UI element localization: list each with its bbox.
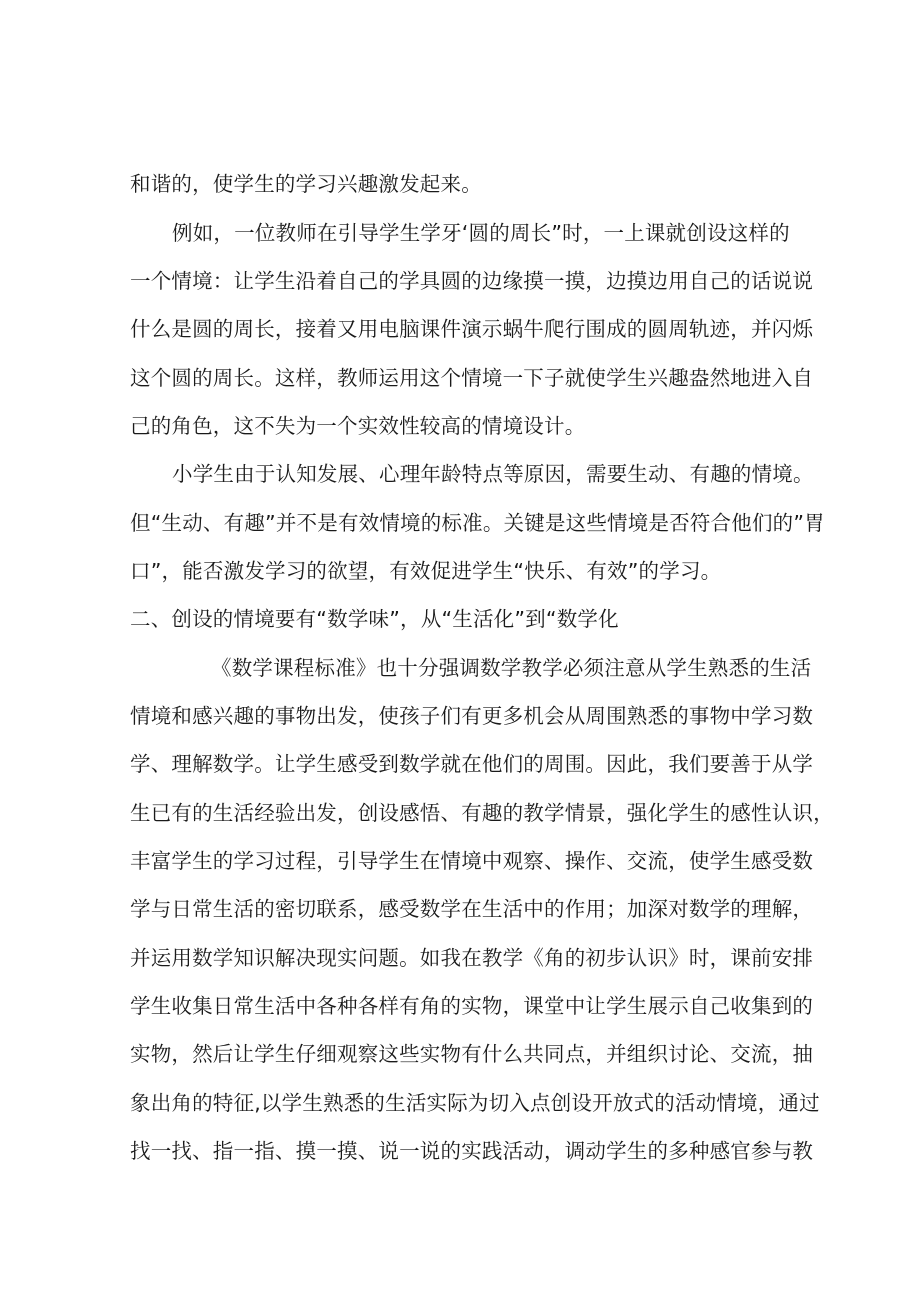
paragraph-line: 和谐的，使学生的学习兴趣激发起来。: [130, 172, 482, 196]
paragraph-line: 一个情境：让学生沿着自己的学具圆的边缘摸一摸，边摸边用自己的话说说: [130, 269, 814, 293]
section-heading: 二、创设的情境要有“数学味”，从“生活化”到“数学化: [130, 607, 619, 631]
paragraph-line: 例如，一位教师在引导学生学牙‘圆的周长”时，一上课就创设这样的: [172, 221, 790, 245]
paragraph-line: 丰富学生的学习过程，引导学生在情境中观察、操作、交流，使学生感受数: [130, 849, 814, 873]
paragraph-line: 实物，然后让学生仔细观察这些实物有什么共同点，并组织讨论、交流，抽: [130, 1042, 814, 1066]
paragraph-line: 什么是圆的周长，接着又用电脑课件演示蜗牛爬行围成的圆周轨迹，并闪烁: [130, 317, 814, 341]
paragraph-line: 情境和感兴趣的事物出发，使孩子们有更多机会从周围熟悉的事物中学习数: [130, 704, 814, 728]
paragraph-line: 但“生动、有趣”并不是有效情境的标准。关键是这些情境是否符合他们的”胃: [130, 511, 825, 535]
paragraph-line: 生已有的生活经验出发，创设感悟、有趣的教学情景，强化学生的感性认识，: [130, 801, 834, 825]
paragraph-line: 找一找、指一指、摸一摸、说一说的实践活动，调动学生的多种感官参与教: [130, 1139, 814, 1163]
paragraph-line: 学生收集日常生活中各种各样有角的实物，课堂中让学生展示自己收集到的: [130, 994, 814, 1018]
paragraph-line: 并运用数学知识解决现实问题。如我在教学《角的初步认识》时，课前安排: [130, 946, 814, 970]
paragraph-line: 学、理解数学。让学生感受到数学就在他们的周围。因此，我们要善于从学: [130, 752, 814, 776]
paragraph-line: 象出角的特征,以学生熟悉的生活实际为切入点创设开放式的活动情境，通过: [130, 1091, 820, 1115]
paragraph-line: 《数学课程标准》也十分强调数学教学必须注意从学生熟悉的生活: [211, 656, 812, 680]
paragraph-line: 己的角色，这不失为一个实效性较高的情境设计。: [130, 414, 586, 438]
paragraph-line: 这个圆的周长。这样，教师运用这个情境一下子就使学生兴趣盎然地进入自: [130, 366, 814, 390]
paragraph-line: 学与日常生活的密切联系，感受数学在生活中的作用；加深对数学的理解，: [130, 897, 814, 921]
paragraph-line: 小学生由于认知发展、心理年龄特点等原因，需要生动、有趣的情境。: [172, 462, 814, 486]
paragraph-line: 口”，能否激发学习的欲望，有效促进学生“快乐、有效”的学习。: [130, 559, 722, 583]
